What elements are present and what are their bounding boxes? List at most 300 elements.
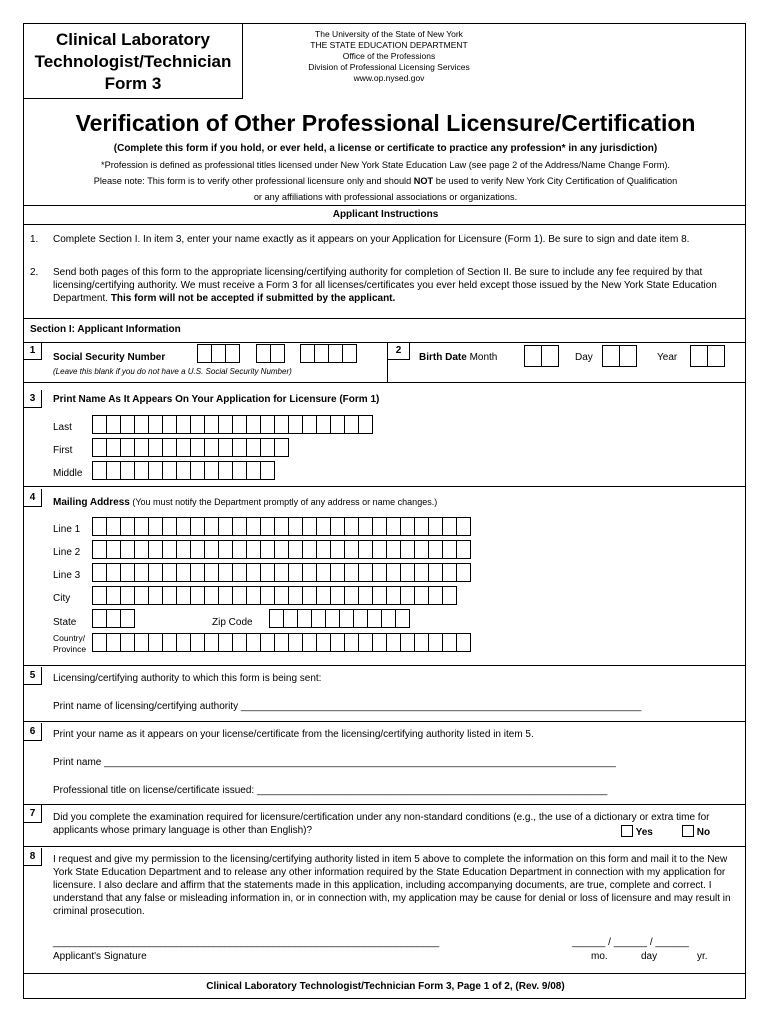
- input-cell[interactable]: [372, 517, 387, 536]
- divider: [24, 846, 746, 847]
- agency-website: www.op.nysed.gov: [353, 73, 425, 83]
- input-cell[interactable]: [190, 438, 205, 457]
- input-cell[interactable]: [134, 415, 149, 434]
- input-cell[interactable]: [190, 461, 205, 480]
- input-cell[interactable]: [428, 633, 443, 652]
- input-cell[interactable]: [162, 563, 177, 582]
- input-cell[interactable]: [148, 438, 163, 457]
- item-number-6: 6: [24, 723, 42, 741]
- input-cell[interactable]: [316, 563, 331, 582]
- input-cell[interactable]: [218, 633, 233, 652]
- input-cell[interactable]: [442, 540, 457, 559]
- item7-question: Did you complete the examination required for licensure/certification under any non-standard conditions (e.g., the use of a dictionary or extra time for applicants whose primary language is other than English)?: [53, 812, 710, 836]
- input-cell[interactable]: [218, 563, 233, 582]
- input-cell[interactable]: [270, 344, 285, 363]
- input-cell[interactable]: [92, 609, 107, 628]
- instructions-heading: Applicant Instructions: [332, 209, 439, 220]
- item6-question: Print your name as it appears on your license/certificate from the licensing/certifying authority listed in item 5.: [53, 729, 534, 740]
- input-cell[interactable]: [204, 461, 219, 480]
- input-cell[interactable]: [314, 344, 329, 363]
- no-checkbox[interactable]: [682, 825, 694, 837]
- input-cell[interactable]: [442, 586, 457, 605]
- divider: [24, 486, 746, 487]
- input-cell[interactable]: [120, 540, 135, 559]
- input-cell[interactable]: [269, 609, 284, 628]
- input-cell[interactable]: [176, 633, 191, 652]
- input-cell[interactable]: [302, 586, 317, 605]
- input-cell[interactable]: [246, 517, 261, 536]
- input-cell[interactable]: [372, 633, 387, 652]
- input-cell[interactable]: [176, 461, 191, 480]
- birth-year-input[interactable]: [690, 345, 724, 367]
- input-cell[interactable]: [344, 517, 359, 536]
- form-number: Form 3: [104, 74, 162, 93]
- input-cell[interactable]: [134, 563, 149, 582]
- input-cell[interactable]: [442, 517, 457, 536]
- input-cell[interactable]: [176, 563, 191, 582]
- input-cell[interactable]: [120, 586, 135, 605]
- instruction-number: 2.: [30, 267, 39, 278]
- input-cell[interactable]: [316, 415, 331, 434]
- professional-title-field[interactable]: Professional title on license/certificate issued: _______________________________________________________________: [53, 785, 608, 796]
- input-cell[interactable]: [344, 563, 359, 582]
- input-cell[interactable]: [204, 633, 219, 652]
- address-line1-label: Line 1: [53, 524, 81, 535]
- divider: [24, 665, 746, 666]
- input-cell[interactable]: [456, 540, 471, 559]
- input-cell[interactable]: [176, 540, 191, 559]
- input-cell[interactable]: [414, 563, 429, 582]
- input-cell[interactable]: [344, 415, 359, 434]
- usage-note-line2: or any affiliations with professional associations or organizations.: [253, 192, 518, 202]
- input-cell[interactable]: [260, 517, 275, 536]
- divider: [24, 382, 746, 383]
- input-cell[interactable]: [176, 586, 191, 605]
- certification-statement: I request and give my permission to the licensing/certifying authority listed in item 5 above to complete the information on this form and mail it to the New York State Education Department and to release any other information required by the State Education Department in connection with my application for licensure. I also declare and affirm that the statements made in this application, including accompanying documents, are true, complete and correct. I understand that any false or misleading information in, or in connection with, my application may be cause for denial or loss of licensure and may result in criminal prosecution.: [53, 854, 731, 917]
- input-cell[interactable]: [120, 461, 135, 480]
- input-cell[interactable]: [176, 415, 191, 434]
- input-cell[interactable]: [162, 461, 177, 480]
- address-line3-input[interactable]: [92, 563, 470, 582]
- input-cell[interactable]: [414, 517, 429, 536]
- input-cell[interactable]: [442, 633, 457, 652]
- middle-name-label: Middle: [53, 468, 83, 479]
- input-cell[interactable]: [134, 517, 149, 536]
- input-cell[interactable]: [386, 540, 401, 559]
- input-cell[interactable]: [428, 586, 443, 605]
- input-cell[interactable]: [218, 586, 233, 605]
- input-cell[interactable]: [260, 540, 275, 559]
- input-cell[interactable]: [302, 633, 317, 652]
- item-number-8: 8: [24, 848, 42, 866]
- input-cell[interactable]: [386, 586, 401, 605]
- city-input[interactable]: [92, 586, 456, 605]
- yes-checkbox[interactable]: [621, 825, 633, 837]
- state-label: State: [53, 617, 77, 628]
- input-cell[interactable]: [283, 609, 298, 628]
- input-cell[interactable]: [386, 563, 401, 582]
- input-cell[interactable]: [106, 438, 121, 457]
- input-cell[interactable]: [288, 633, 303, 652]
- instruction-2: [53, 266, 739, 305]
- input-cell[interactable]: [162, 415, 177, 434]
- input-cell[interactable]: [232, 517, 247, 536]
- usage-note: [24, 176, 747, 186]
- ssn-note: (Leave this blank if you do not have a U.S. Social Security Number): [53, 367, 292, 376]
- divider: [24, 804, 746, 805]
- input-cell[interactable]: [372, 540, 387, 559]
- input-cell[interactable]: [120, 438, 135, 457]
- input-cell[interactable]: [442, 563, 457, 582]
- input-cell[interactable]: [386, 633, 401, 652]
- ssn-label: Social Security Number: [53, 352, 166, 363]
- middle-name-input[interactable]: [92, 461, 274, 480]
- name-heading: Print Name As It Appears On Your Application for Licensure (Form 1): [53, 394, 380, 405]
- input-cell[interactable]: [92, 586, 107, 605]
- input-cell[interactable]: [541, 345, 559, 367]
- input-cell[interactable]: [619, 345, 637, 367]
- input-cell[interactable]: [400, 517, 415, 536]
- birth-day-input[interactable]: [602, 345, 636, 367]
- input-cell[interactable]: [260, 438, 275, 457]
- input-cell[interactable]: [190, 415, 205, 434]
- input-cell[interactable]: [120, 415, 135, 434]
- input-cell[interactable]: [190, 540, 205, 559]
- input-cell[interactable]: [92, 633, 107, 652]
- zip-code-label: Zip Code: [212, 617, 253, 628]
- input-cell[interactable]: [274, 633, 289, 652]
- birth-date-group: [419, 351, 497, 364]
- country-label-line1: Country/: [53, 633, 86, 643]
- input-cell[interactable]: [246, 415, 261, 434]
- input-cell[interactable]: [246, 461, 261, 480]
- input-cell[interactable]: [274, 586, 289, 605]
- input-cell[interactable]: [197, 344, 212, 363]
- input-cell[interactable]: [106, 540, 121, 559]
- input-cell[interactable]: [162, 633, 177, 652]
- input-cell[interactable]: [690, 345, 708, 367]
- input-cell[interactable]: [524, 345, 542, 367]
- input-cell[interactable]: [211, 344, 226, 363]
- input-cell[interactable]: [232, 633, 247, 652]
- input-cell[interactable]: [342, 344, 357, 363]
- input-cell[interactable]: [400, 633, 415, 652]
- input-cell[interactable]: [190, 563, 205, 582]
- input-cell[interactable]: [106, 415, 121, 434]
- input-cell[interactable]: [148, 633, 163, 652]
- input-cell[interactable]: [260, 586, 275, 605]
- input-cell[interactable]: [400, 586, 415, 605]
- input-cell[interactable]: [274, 517, 289, 536]
- input-cell[interactable]: [148, 540, 163, 559]
- input-cell[interactable]: [148, 461, 163, 480]
- divider: [24, 318, 746, 319]
- input-cell[interactable]: [288, 517, 303, 536]
- page-footer: Clinical Laboratory Technologist/Technician Form 3, Page 1 of 2, (Rev. 9/08): [206, 981, 565, 992]
- input-cell[interactable]: [92, 517, 107, 536]
- input-cell[interactable]: [707, 345, 725, 367]
- no-label: No: [696, 827, 711, 838]
- input-cell[interactable]: [246, 633, 261, 652]
- input-cell[interactable]: [316, 633, 331, 652]
- no-option[interactable]: [682, 825, 710, 839]
- signature-date-line[interactable]: ______ / ______ / ______: [572, 937, 689, 948]
- input-cell[interactable]: [218, 461, 233, 480]
- input-cell[interactable]: [232, 540, 247, 559]
- input-cell[interactable]: [330, 540, 345, 559]
- input-cell[interactable]: [204, 517, 219, 536]
- input-cell[interactable]: [92, 461, 107, 480]
- divider: [24, 205, 746, 206]
- input-cell[interactable]: [372, 586, 387, 605]
- input-cell[interactable]: [92, 415, 107, 434]
- input-cell[interactable]: [106, 461, 121, 480]
- input-cell[interactable]: [288, 540, 303, 559]
- birth-month-input[interactable]: [524, 345, 558, 367]
- input-cell[interactable]: [260, 633, 275, 652]
- input-cell[interactable]: [120, 633, 135, 652]
- input-cell[interactable]: [134, 438, 149, 457]
- instruction-1: Complete Section I. In item 3, enter your name exactly as it appears on your Application for Licensure (Form 1). Be sure to sign and date item 8.: [53, 234, 690, 245]
- input-cell[interactable]: [302, 563, 317, 582]
- input-cell[interactable]: [148, 517, 163, 536]
- zip-code-input[interactable]: [269, 609, 409, 628]
- input-cell[interactable]: [386, 517, 401, 536]
- input-cell[interactable]: [428, 540, 443, 559]
- ssn-input-part3[interactable]: [300, 344, 356, 363]
- input-cell[interactable]: [330, 586, 345, 605]
- input-cell[interactable]: [274, 563, 289, 582]
- input-cell[interactable]: [316, 540, 331, 559]
- input-cell[interactable]: [120, 517, 135, 536]
- input-cell[interactable]: [456, 517, 471, 536]
- ssn-input-part1[interactable]: [197, 344, 239, 363]
- input-cell[interactable]: [246, 563, 261, 582]
- input-cell[interactable]: [288, 586, 303, 605]
- input-cell[interactable]: [358, 517, 373, 536]
- input-cell[interactable]: [358, 540, 373, 559]
- input-cell[interactable]: [190, 586, 205, 605]
- input-cell[interactable]: [162, 586, 177, 605]
- input-cell[interactable]: [260, 461, 275, 480]
- input-cell[interactable]: [134, 586, 149, 605]
- usage-note-pre: Please note: This form is to verify other professional licensure only and should: [93, 176, 414, 186]
- divider: [24, 342, 746, 343]
- input-cell[interactable]: [162, 438, 177, 457]
- input-cell[interactable]: [232, 586, 247, 605]
- input-cell[interactable]: [92, 438, 107, 457]
- page-title: Verification of Other Professional Licensure/Certification: [75, 110, 696, 136]
- input-cell[interactable]: [92, 540, 107, 559]
- input-cell[interactable]: [204, 563, 219, 582]
- input-cell[interactable]: [358, 586, 373, 605]
- input-cell[interactable]: [297, 609, 312, 628]
- first-name-input[interactable]: [92, 438, 288, 457]
- address-line3-label: Line 3: [53, 570, 81, 581]
- ssn-input-part2[interactable]: [256, 344, 284, 363]
- input-cell[interactable]: [456, 563, 471, 582]
- input-cell[interactable]: [232, 438, 247, 457]
- form-name-line2: Technologist/Technician: [34, 52, 232, 71]
- input-cell[interactable]: [344, 633, 359, 652]
- input-cell[interactable]: [232, 461, 247, 480]
- input-cell[interactable]: [358, 415, 373, 434]
- input-cell[interactable]: [302, 517, 317, 536]
- input-cell[interactable]: [316, 517, 331, 536]
- input-cell[interactable]: [381, 609, 396, 628]
- country-input[interactable]: [92, 633, 470, 652]
- input-cell[interactable]: [162, 517, 177, 536]
- agency-line1: The University of the State of New York: [315, 29, 463, 39]
- input-cell[interactable]: [176, 438, 191, 457]
- input-cell[interactable]: [225, 344, 240, 363]
- input-cell[interactable]: [204, 438, 219, 457]
- input-cell[interactable]: [274, 438, 289, 457]
- input-cell[interactable]: [302, 540, 317, 559]
- month-label: Month: [469, 352, 498, 363]
- input-cell[interactable]: [395, 609, 410, 628]
- instruction-2-warning: This form will not be accepted if submitted by the applicant.: [110, 293, 396, 304]
- input-cell[interactable]: [260, 563, 275, 582]
- input-cell[interactable]: [148, 415, 163, 434]
- input-cell[interactable]: [176, 517, 191, 536]
- input-cell[interactable]: [106, 563, 121, 582]
- input-cell[interactable]: [300, 344, 315, 363]
- date-day-label: day: [641, 951, 658, 962]
- input-cell[interactable]: [325, 609, 340, 628]
- input-cell[interactable]: [372, 563, 387, 582]
- license-name-field[interactable]: Print name ____________________________________________________________________________________________: [53, 757, 616, 768]
- input-cell[interactable]: [274, 540, 289, 559]
- state-input[interactable]: [92, 609, 134, 628]
- input-cell[interactable]: [106, 517, 121, 536]
- input-cell[interactable]: [414, 540, 429, 559]
- input-cell[interactable]: [120, 563, 135, 582]
- agency-line2: THE STATE EDUCATION DEPARTMENT: [310, 40, 468, 50]
- input-cell[interactable]: [367, 609, 382, 628]
- input-cell[interactable]: [339, 609, 354, 628]
- usage-note-post: be used to verify New York City Certification of Qualification: [433, 176, 678, 186]
- input-cell[interactable]: [256, 344, 271, 363]
- input-cell[interactable]: [218, 517, 233, 536]
- input-cell[interactable]: [428, 517, 443, 536]
- address-line1-input[interactable]: [92, 517, 470, 536]
- agency-header: [274, 29, 504, 84]
- input-cell[interactable]: [358, 633, 373, 652]
- input-cell[interactable]: [414, 633, 429, 652]
- input-cell[interactable]: [400, 540, 415, 559]
- input-cell[interactable]: [288, 563, 303, 582]
- input-cell[interactable]: [190, 517, 205, 536]
- input-cell[interactable]: [330, 633, 345, 652]
- input-cell[interactable]: [602, 345, 620, 367]
- input-cell[interactable]: [428, 563, 443, 582]
- input-cell[interactable]: [302, 415, 317, 434]
- input-cell[interactable]: [204, 415, 219, 434]
- subtitle: (Complete this form if you hold, or ever held, a license or certificate to practice any profession* in any jurisdiction): [113, 143, 658, 154]
- input-cell[interactable]: [134, 633, 149, 652]
- item5-question: Licensing/certifying authority to which this form is being sent:: [53, 673, 322, 684]
- first-name-label: First: [53, 445, 73, 456]
- input-cell[interactable]: [218, 415, 233, 434]
- input-cell[interactable]: [134, 461, 149, 480]
- input-cell[interactable]: [330, 415, 345, 434]
- input-cell[interactable]: [162, 540, 177, 559]
- input-cell[interactable]: [330, 517, 345, 536]
- signature-line[interactable]: ________________________________________________________________________: [53, 937, 440, 948]
- agency-line3: Office of the Professions: [342, 51, 436, 61]
- input-cell[interactable]: [232, 563, 247, 582]
- input-cell[interactable]: [344, 586, 359, 605]
- input-cell[interactable]: [148, 586, 163, 605]
- input-cell[interactable]: [106, 609, 121, 628]
- input-cell[interactable]: [204, 540, 219, 559]
- usage-note-emphasis: NOT: [413, 176, 434, 186]
- input-cell[interactable]: [148, 563, 163, 582]
- input-cell[interactable]: [218, 438, 233, 457]
- item-number-1: 1: [24, 342, 42, 360]
- input-cell[interactable]: [190, 633, 205, 652]
- divider: [24, 224, 746, 225]
- authority-name-field[interactable]: Print name of licensing/certifying authority ________________________________________________________________________: [53, 701, 642, 712]
- input-cell[interactable]: [400, 563, 415, 582]
- instruction-number: 1.: [30, 234, 39, 245]
- input-cell[interactable]: [106, 586, 121, 605]
- input-cell[interactable]: [106, 633, 121, 652]
- input-cell[interactable]: [316, 586, 331, 605]
- input-cell[interactable]: [414, 586, 429, 605]
- input-cell[interactable]: [311, 609, 326, 628]
- input-cell[interactable]: [92, 563, 107, 582]
- input-cell[interactable]: [456, 633, 471, 652]
- last-name-input[interactable]: [92, 415, 372, 434]
- agency-line4: Division of Professional Licensing Services: [308, 62, 470, 72]
- input-cell[interactable]: [330, 563, 345, 582]
- form-name-line1: Clinical Laboratory: [56, 30, 210, 49]
- yes-label: Yes: [635, 827, 653, 838]
- item-number-2: 2: [388, 342, 410, 360]
- address-line2-label: Line 2: [53, 547, 81, 558]
- input-cell[interactable]: [358, 563, 373, 582]
- input-cell[interactable]: [246, 438, 261, 457]
- date-month-label: mo.: [591, 951, 608, 962]
- input-cell[interactable]: [246, 540, 261, 559]
- input-cell[interactable]: [232, 415, 247, 434]
- input-cell[interactable]: [353, 609, 368, 628]
- input-cell[interactable]: [344, 540, 359, 559]
- mailing-address-note: (You must notify the Department promptly of any address or name changes.): [129, 497, 438, 507]
- input-cell[interactable]: [134, 540, 149, 559]
- instruction-2-text: Send both pages of this form to the appropriate licensing/certifying authority for completion of Section II. Be sure to include any fee required by that licensing/certifying authority. We must receive a Form 3 for all licenses/certificates you ever held except those issued by the New York State Education Department.: [53, 267, 717, 304]
- input-cell[interactable]: [218, 540, 233, 559]
- section-heading: Section I: Applicant Information: [30, 324, 181, 335]
- divider: [24, 721, 746, 722]
- input-cell[interactable]: [260, 415, 275, 434]
- birth-date-label: Birth Date: [419, 352, 467, 363]
- input-cell[interactable]: [204, 586, 219, 605]
- day-label: Day: [575, 352, 593, 363]
- input-cell[interactable]: [120, 609, 135, 628]
- yes-option[interactable]: [621, 825, 653, 839]
- item-number-7: 7: [24, 805, 42, 823]
- input-cell[interactable]: [246, 586, 261, 605]
- item-number-3: 3: [24, 390, 42, 408]
- footnote: *Profession is defined as professional titles licensed under New York State Education Law (see page 2 of the Address/Name Change Form).: [101, 160, 670, 170]
- address-line2-input[interactable]: [92, 540, 470, 559]
- input-cell[interactable]: [328, 344, 343, 363]
- input-cell[interactable]: [288, 415, 303, 434]
- input-cell[interactable]: [274, 415, 289, 434]
